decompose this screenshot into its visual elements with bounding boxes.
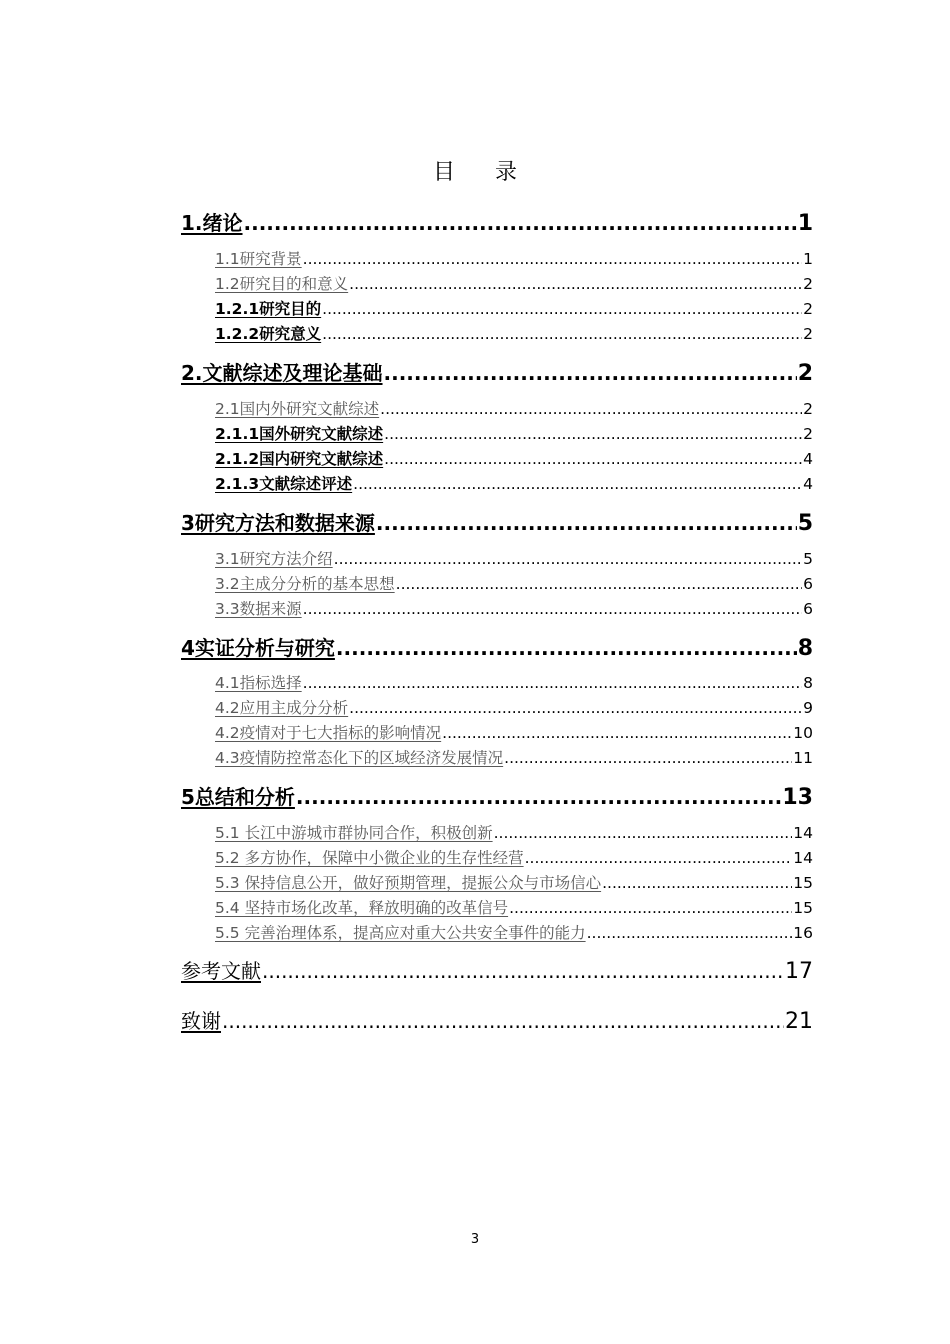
toc-entry-label: 1.绪论 xyxy=(181,211,243,235)
dot-leader xyxy=(525,849,793,867)
dot-leader xyxy=(602,874,792,892)
toc-entry-references[interactable] xyxy=(181,955,813,983)
toc-entry-label: 3.1研究方法介绍 xyxy=(215,550,333,568)
dot-leader xyxy=(384,450,802,468)
toc-entry-3-2[interactable] xyxy=(215,572,813,594)
toc-entry-1-2-1[interactable] xyxy=(215,297,813,319)
toc-entry-5-4[interactable] xyxy=(215,896,813,918)
toc-entry-label: 5.1 长江中游城市群协同合作，积极创新 xyxy=(215,824,493,842)
dot-leader xyxy=(334,550,802,568)
toc-entry-label: 4.2疫情对于七大指标的影响情况 xyxy=(215,724,442,742)
toc-entry-5-1[interactable] xyxy=(215,821,813,843)
toc-entry-label: 2.1.2国内研究文献综述 xyxy=(215,450,384,468)
dot-leader xyxy=(587,924,793,942)
toc-entry-1-2-2[interactable] xyxy=(215,322,813,344)
toc-entry-label: 1.2.2研究意义 xyxy=(215,325,322,343)
dot-leader xyxy=(262,959,784,983)
dot-leader xyxy=(296,785,781,809)
toc-entry-3-1[interactable] xyxy=(215,547,813,569)
toc-title: 目录 xyxy=(432,160,557,185)
toc-entry-label: 4.2应用主成分分析 xyxy=(215,699,349,717)
toc-entry-4-2b[interactable] xyxy=(215,721,813,743)
toc-entry-label: 3.2主成分分析的基本思想 xyxy=(215,575,395,593)
dot-leader xyxy=(303,674,802,692)
toc-entry-page: 4 xyxy=(803,450,813,468)
toc-entry-label: 2.1.3文献综述评述 xyxy=(215,475,353,493)
toc-entry-label: 5.5 完善治理体系，提高应对重大公共安全事件的能力 xyxy=(215,924,586,942)
toc-entry-5[interactable] xyxy=(181,781,813,809)
toc-entry-5-5[interactable] xyxy=(215,921,813,943)
dot-leader xyxy=(396,575,802,593)
toc-entry-page: 8 xyxy=(797,636,813,660)
toc-entry-page: 2 xyxy=(803,425,813,443)
toc-entry-1-2[interactable] xyxy=(215,272,813,294)
toc-entry-page: 16 xyxy=(793,924,813,942)
toc-entry-label: 1.2研究目的和意义 xyxy=(215,275,349,293)
toc-entry-label: 5总结和分析 xyxy=(181,785,295,809)
toc-entry-label: 2.文献综述及理论基础 xyxy=(181,361,383,385)
dot-leader xyxy=(380,400,802,418)
dot-leader xyxy=(244,211,797,235)
toc-entry-label: 2.1.1国外研究文献综述 xyxy=(215,425,384,443)
toc-entry-page: 17 xyxy=(785,959,813,983)
toc-entry-label: 参考文献 xyxy=(181,959,261,983)
dot-leader xyxy=(442,724,792,742)
toc-entry-page: 4 xyxy=(803,475,813,493)
toc-entry-page: 2 xyxy=(803,300,813,318)
toc-entry-page: 5 xyxy=(797,511,813,535)
toc-entry-label: 1.1研究背景 xyxy=(215,250,302,268)
toc-entry-page: 1 xyxy=(797,211,813,235)
dot-leader xyxy=(303,600,802,618)
toc-entry-page: 14 xyxy=(793,849,813,867)
toc-entry-label: 4实证分析与研究 xyxy=(181,636,335,660)
toc-entry-label: 3.3数据来源 xyxy=(215,600,302,618)
toc-entry-label: 2.1国内外研究文献综述 xyxy=(215,400,380,418)
dot-leader xyxy=(303,250,802,268)
dot-leader xyxy=(384,361,797,385)
toc-entry-label: 1.2.1研究目的 xyxy=(215,300,322,318)
dot-leader xyxy=(349,275,802,293)
toc-entry-page: 6 xyxy=(803,575,813,593)
toc-entry-page: 2 xyxy=(803,275,813,293)
dot-leader xyxy=(353,475,802,493)
toc-entry-2-1[interactable] xyxy=(215,397,813,419)
toc-entry-page: 15 xyxy=(793,874,813,892)
toc-entry-label: 致谢 xyxy=(181,1009,221,1033)
toc-entry-page: 9 xyxy=(803,699,813,717)
toc-entry-page: 21 xyxy=(785,1009,813,1033)
dot-leader xyxy=(494,824,793,842)
toc-entry-page: 2 xyxy=(803,325,813,343)
toc-entry-5-2[interactable] xyxy=(215,846,813,868)
toc-entry-3[interactable] xyxy=(181,507,813,535)
toc-entry-1-1[interactable] xyxy=(215,247,813,269)
toc-entry-page: 14 xyxy=(793,824,813,842)
toc-entry-page: 2 xyxy=(803,400,813,418)
toc-entry-acknowledgements[interactable] xyxy=(181,1005,813,1033)
toc-entry-label: 4.3疫情防控常态化下的区域经济发展情况 xyxy=(215,749,504,767)
toc-entry-1[interactable] xyxy=(181,207,813,235)
toc-entry-4-2[interactable] xyxy=(215,696,813,718)
dot-leader xyxy=(504,749,792,767)
toc-entry-page: 11 xyxy=(793,749,813,767)
toc-entry-4-3[interactable] xyxy=(215,746,813,768)
toc-entry-label: 5.4 坚持市场化改革，释放明确的改革信号 xyxy=(215,899,509,917)
dot-leader xyxy=(222,1009,784,1033)
toc-entry-3-3[interactable] xyxy=(215,597,813,619)
toc-entry-4-1[interactable] xyxy=(215,671,813,693)
dot-leader xyxy=(509,899,792,917)
toc-entry-label: 5.2 多方协作，保障中小微企业的生存性经营 xyxy=(215,849,524,867)
toc-entry-page: 1 xyxy=(803,250,813,268)
toc-entry-page: 15 xyxy=(793,899,813,917)
toc-entry-page: 10 xyxy=(793,724,813,742)
dot-leader xyxy=(322,300,802,318)
toc-entry-page: 6 xyxy=(803,600,813,618)
toc-entry-page: 5 xyxy=(803,550,813,568)
dot-leader xyxy=(349,699,802,717)
toc-entry-2-1-3[interactable] xyxy=(215,472,813,494)
toc-entry-4[interactable] xyxy=(181,632,813,660)
toc-entry-page: 13 xyxy=(782,785,813,809)
toc-entry-2-1-2[interactable] xyxy=(215,447,813,469)
toc-entry-label: 3研究方法和数据来源 xyxy=(181,511,375,535)
toc-entry-2[interactable] xyxy=(181,357,813,385)
page-number: 3 xyxy=(470,1232,480,1247)
toc-entry-page: 2 xyxy=(797,361,813,385)
dot-leader xyxy=(384,425,802,443)
toc-entry-page: 8 xyxy=(803,674,813,692)
toc-entry-2-1-1[interactable] xyxy=(215,422,813,444)
dot-leader xyxy=(336,636,797,660)
toc-entry-label: 4.1指标选择 xyxy=(215,674,302,692)
toc-entry-label: 5.3 保持信息公开，做好预期管理，提振公众与市场信心 xyxy=(215,874,602,892)
dot-leader xyxy=(376,511,797,535)
toc-entry-5-3[interactable] xyxy=(215,871,813,893)
dot-leader xyxy=(322,325,802,343)
